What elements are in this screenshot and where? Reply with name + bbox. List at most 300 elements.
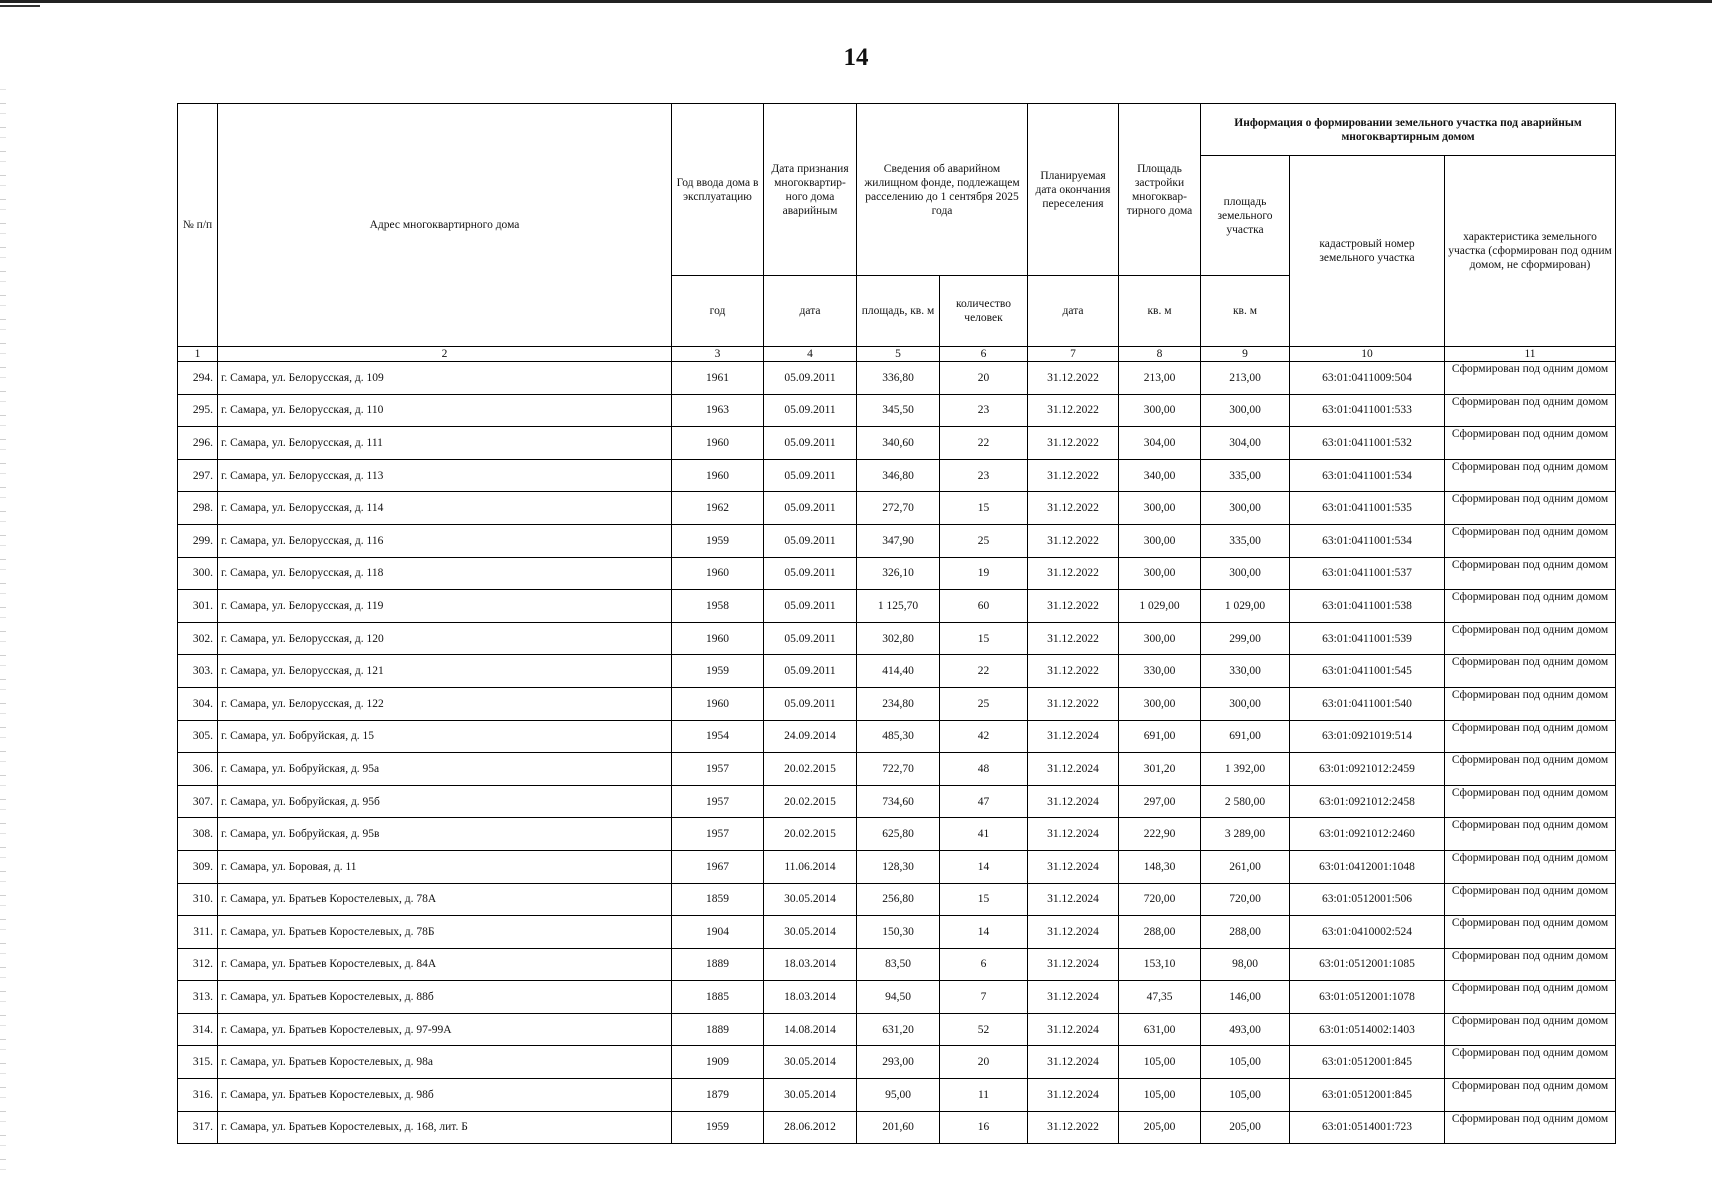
row-people: 20 [940,1046,1028,1079]
row-land-area: 261,00 [1201,850,1290,883]
row-date-recognized: 30.05.2014 [764,916,857,949]
row-year: 1957 [672,785,764,818]
row-year: 1962 [672,492,764,525]
table-row [178,655,1616,688]
row-date-recognized: 05.09.2011 [764,459,857,492]
row-area: 347,90 [857,524,940,557]
row-year: 1859 [672,883,764,916]
row-land-area: 98,00 [1201,948,1290,981]
row-area: 625,80 [857,818,940,851]
row-land-characteristic: Сформирован под одним домом [1445,687,1616,720]
row-cadastral-number: 63:01:0512001:1085 [1290,948,1445,981]
row-address: г. Самара, ул. Братьев Коростелевых, д. 78А [218,883,672,916]
row-area: 128,30 [857,850,940,883]
row-land-area: 300,00 [1201,687,1290,720]
row-land-area: 1 392,00 [1201,753,1290,786]
row-planned-date: 31.12.2022 [1028,590,1119,623]
row-build-area: 300,00 [1119,557,1201,590]
row-date-recognized: 18.03.2014 [764,981,857,1014]
row-year: 1889 [672,948,764,981]
row-number: 311. [178,916,218,949]
row-address: г. Самара, ул. Бобруйская, д. 95а [218,753,672,786]
row-people: 15 [940,622,1028,655]
row-year: 1959 [672,524,764,557]
table-body [178,362,1616,1144]
table-row [178,687,1616,720]
row-land-area: 2 580,00 [1201,785,1290,818]
row-cadastral-number: 63:01:0921012:2460 [1290,818,1445,851]
row-area: 95,00 [857,1079,940,1112]
unit-date: дата [764,276,857,347]
row-planned-date: 31.12.2022 [1028,524,1119,557]
column-index: 9 [1201,347,1290,362]
row-number: 313. [178,981,218,1014]
row-land-characteristic: Сформирован под одним домом [1445,655,1616,688]
row-land-characteristic: Сформирован под одним домом [1445,524,1616,557]
row-planned-date: 31.12.2024 [1028,948,1119,981]
row-date-recognized: 24.09.2014 [764,720,857,753]
row-land-characteristic: Сформирован под одним домом [1445,883,1616,916]
row-people: 14 [940,850,1028,883]
row-build-area: 301,20 [1119,753,1201,786]
row-land-characteristic: Сформирован под одним домом [1445,916,1616,949]
row-address: г. Самара, ул. Братьев Коростелевых, д. 168, лит. Б [218,1111,672,1144]
row-address: г. Самара, ул. Братьев Коростелевых, д. 78Б [218,916,672,949]
table-row [178,1079,1616,1112]
row-land-area: 720,00 [1201,883,1290,916]
row-year: 1959 [672,655,764,688]
table-row [178,492,1616,525]
row-date-recognized: 05.09.2011 [764,524,857,557]
row-cadastral-number: 63:01:0921012:2458 [1290,785,1445,818]
row-year: 1957 [672,753,764,786]
table-header [178,104,1616,362]
row-address: г. Самара, ул. Братьев Коростелевых, д. 88б [218,981,672,1014]
row-build-area: 213,00 [1119,362,1201,395]
row-number: 315. [178,1046,218,1079]
row-planned-date: 31.12.2024 [1028,850,1119,883]
row-cadastral-number: 63:01:0512001:506 [1290,883,1445,916]
header-build-area: Площадь застройки многоквар-тирного дома [1119,104,1201,276]
row-year: 1960 [672,557,764,590]
row-land-area: 205,00 [1201,1111,1290,1144]
header-address: Адрес многоквартирного дома [218,104,672,347]
row-planned-date: 31.12.2022 [1028,1111,1119,1144]
row-people: 25 [940,687,1028,720]
row-cadastral-number: 63:01:0411009:504 [1290,362,1445,395]
table-row [178,1013,1616,1046]
row-land-characteristic: Сформирован под одним домом [1445,1046,1616,1079]
header-land-area: площадь земельного участка [1201,156,1290,276]
row-planned-date: 31.12.2022 [1028,622,1119,655]
row-address: г. Самара, ул. Белорусская, д. 116 [218,524,672,557]
table-row [178,459,1616,492]
row-planned-date: 31.12.2022 [1028,427,1119,460]
table-row [178,753,1616,786]
row-cadastral-number: 63:01:0411001:538 [1290,590,1445,623]
row-date-recognized: 05.09.2011 [764,590,857,623]
row-build-area: 105,00 [1119,1079,1201,1112]
row-land-characteristic: Сформирован под одним домом [1445,492,1616,525]
row-people: 48 [940,753,1028,786]
row-people: 22 [940,427,1028,460]
row-cadastral-number: 63:01:0921019:514 [1290,720,1445,753]
row-number: 303. [178,655,218,688]
table-row [178,622,1616,655]
row-cadastral-number: 63:01:0410002:524 [1290,916,1445,949]
row-number: 304. [178,687,218,720]
row-planned-date: 31.12.2022 [1028,492,1119,525]
row-people: 14 [940,916,1028,949]
row-area: 150,30 [857,916,940,949]
column-index: 3 [672,347,764,362]
column-index: 6 [940,347,1028,362]
row-area: 83,50 [857,948,940,981]
row-address: г. Самара, ул. Бобруйская, д. 95в [218,818,672,851]
row-number: 295. [178,394,218,427]
row-number: 298. [178,492,218,525]
row-number: 307. [178,785,218,818]
row-date-recognized: 30.05.2014 [764,1046,857,1079]
row-people: 16 [940,1111,1028,1144]
row-build-area: 300,00 [1119,524,1201,557]
header-fund: Сведения об аварийном жилищном фонде, подлежащем расселению до 1 сентября 2025 года [857,104,1028,276]
row-land-area: 146,00 [1201,981,1290,1014]
row-year: 1958 [672,590,764,623]
row-address: г. Самара, ул. Белорусская, д. 118 [218,557,672,590]
row-build-area: 300,00 [1119,492,1201,525]
row-people: 11 [940,1079,1028,1112]
row-people: 23 [940,394,1028,427]
row-address: г. Самара, ул. Братьев Коростелевых, д. 98б [218,1079,672,1112]
row-land-area: 493,00 [1201,1013,1290,1046]
row-land-area: 335,00 [1201,524,1290,557]
row-address: г. Самара, ул. Белорусская, д. 109 [218,362,672,395]
row-build-area: 222,90 [1119,818,1201,851]
row-cadastral-number: 63:01:0411001:533 [1290,394,1445,427]
row-people: 23 [940,459,1028,492]
row-date-recognized: 05.09.2011 [764,655,857,688]
row-number: 302. [178,622,218,655]
row-land-area: 300,00 [1201,394,1290,427]
row-area: 234,80 [857,687,940,720]
row-address: г. Самара, ул. Братьев Коростелевых, д. 98а [218,1046,672,1079]
row-cadastral-number: 63:01:0411001:537 [1290,557,1445,590]
row-people: 7 [940,981,1028,1014]
row-planned-date: 31.12.2022 [1028,557,1119,590]
table-row [178,427,1616,460]
row-address: г. Самара, ул. Белорусская, д. 111 [218,427,672,460]
table-row [178,524,1616,557]
row-address: г. Самара, ул. Бобруйская, д. 95б [218,785,672,818]
row-year: 1959 [672,1111,764,1144]
column-index: 1 [178,347,218,362]
row-cadastral-number: 63:01:0512001:845 [1290,1046,1445,1079]
row-planned-date: 31.12.2024 [1028,720,1119,753]
row-planned-date: 31.12.2024 [1028,1013,1119,1046]
row-date-recognized: 11.06.2014 [764,850,857,883]
unit-year: год [672,276,764,347]
row-build-area: 631,00 [1119,1013,1201,1046]
table-row [178,850,1616,883]
row-area: 1 125,70 [857,590,940,623]
row-year: 1909 [672,1046,764,1079]
row-people: 41 [940,818,1028,851]
row-address: г. Самара, ул. Боровая, д. 11 [218,850,672,883]
row-people: 22 [940,655,1028,688]
row-date-recognized: 20.02.2015 [764,753,857,786]
row-number: 308. [178,818,218,851]
row-land-characteristic: Сформирован под одним домом [1445,459,1616,492]
page-number: 14 [843,44,869,71]
row-land-characteristic: Сформирован под одним домом [1445,557,1616,590]
row-year: 1889 [672,1013,764,1046]
column-index: 8 [1119,347,1201,362]
row-area: 631,20 [857,1013,940,1046]
row-build-area: 297,00 [1119,785,1201,818]
row-planned-date: 31.12.2022 [1028,687,1119,720]
row-cadastral-number: 63:01:0512001:845 [1290,1079,1445,1112]
row-year: 1885 [672,981,764,1014]
row-planned-date: 31.12.2024 [1028,916,1119,949]
table-row [178,818,1616,851]
row-planned-date: 31.12.2022 [1028,655,1119,688]
row-number: 306. [178,753,218,786]
row-people: 42 [940,720,1028,753]
scan-top-mark [0,5,40,7]
row-year: 1967 [672,850,764,883]
row-people: 19 [940,557,1028,590]
row-build-area: 1 029,00 [1119,590,1201,623]
row-address: г. Самара, ул. Белорусская, д. 119 [218,590,672,623]
row-date-recognized: 18.03.2014 [764,948,857,981]
row-planned-date: 31.12.2022 [1028,394,1119,427]
table-row [178,1046,1616,1079]
row-people: 15 [940,883,1028,916]
row-land-characteristic: Сформирован под одним домом [1445,981,1616,1014]
row-date-recognized: 05.09.2011 [764,622,857,655]
row-land-area: 1 029,00 [1201,590,1290,623]
row-area: 414,40 [857,655,940,688]
row-land-area: 3 289,00 [1201,818,1290,851]
row-land-characteristic: Сформирован под одним домом [1445,394,1616,427]
row-number: 314. [178,1013,218,1046]
row-land-characteristic: Сформирован под одним домом [1445,948,1616,981]
row-land-characteristic: Сформирован под одним домом [1445,590,1616,623]
table-row [178,590,1616,623]
row-people: 20 [940,362,1028,395]
row-land-characteristic: Сформирован под одним домом [1445,427,1616,460]
row-people: 52 [940,1013,1028,1046]
row-year: 1904 [672,916,764,949]
header-num: № п/п [178,104,218,347]
row-year: 1960 [672,459,764,492]
row-number: 316. [178,1079,218,1112]
row-cadastral-number: 63:01:0512001:1078 [1290,981,1445,1014]
row-area: 346,80 [857,459,940,492]
table-row [178,883,1616,916]
table-row [178,1111,1616,1144]
header-cadastral: кадастровый номер земельного участка [1290,156,1445,347]
column-index: 7 [1028,347,1119,362]
table-row [178,948,1616,981]
row-year: 1960 [672,687,764,720]
row-area: 340,60 [857,427,940,460]
row-number: 296. [178,427,218,460]
row-land-characteristic: Сформирован под одним домом [1445,818,1616,851]
row-build-area: 340,00 [1119,459,1201,492]
row-people: 47 [940,785,1028,818]
row-planned-date: 31.12.2024 [1028,753,1119,786]
row-build-area: 720,00 [1119,883,1201,916]
row-date-recognized: 05.09.2011 [764,427,857,460]
row-build-area: 330,00 [1119,655,1201,688]
unit-build-area: кв. м [1119,276,1201,347]
row-people: 60 [940,590,1028,623]
row-build-area: 288,00 [1119,916,1201,949]
row-people: 15 [940,492,1028,525]
row-land-area: 304,00 [1201,427,1290,460]
row-area: 302,80 [857,622,940,655]
table-row [178,785,1616,818]
table-row [178,557,1616,590]
row-land-area: 300,00 [1201,557,1290,590]
row-people: 25 [940,524,1028,557]
row-land-area: 105,00 [1201,1079,1290,1112]
row-address: г. Самара, ул. Белорусская, д. 120 [218,622,672,655]
unit-land-area: кв. м [1201,276,1290,347]
row-number: 317. [178,1111,218,1144]
row-date-recognized: 05.09.2011 [764,687,857,720]
row-build-area: 205,00 [1119,1111,1201,1144]
row-land-area: 335,00 [1201,459,1290,492]
row-build-area: 300,00 [1119,394,1201,427]
row-planned-date: 31.12.2024 [1028,818,1119,851]
row-date-recognized: 28.06.2012 [764,1111,857,1144]
row-area: 293,00 [857,1046,940,1079]
row-planned-date: 31.12.2024 [1028,785,1119,818]
row-number: 309. [178,850,218,883]
column-index: 4 [764,347,857,362]
row-date-recognized: 05.09.2011 [764,557,857,590]
row-area: 326,10 [857,557,940,590]
row-year: 1961 [672,362,764,395]
row-date-recognized: 05.09.2011 [764,492,857,525]
row-cadastral-number: 63:01:0411001:540 [1290,687,1445,720]
table-row [178,362,1616,395]
row-date-recognized: 20.02.2015 [764,818,857,851]
row-land-characteristic: Сформирован под одним домом [1445,850,1616,883]
row-build-area: 691,00 [1119,720,1201,753]
column-index-row [178,347,1616,362]
row-number: 301. [178,590,218,623]
row-land-characteristic: Сформирован под одним домом [1445,753,1616,786]
row-cadastral-number: 63:01:0411001:534 [1290,524,1445,557]
row-cadastral-number: 63:01:0411001:545 [1290,655,1445,688]
row-land-characteristic: Сформирован под одним домом [1445,785,1616,818]
row-cadastral-number: 63:01:0412001:1048 [1290,850,1445,883]
row-area: 94,50 [857,981,940,1014]
table-row [178,394,1616,427]
row-date-recognized: 30.05.2014 [764,1079,857,1112]
unit-plan-date: дата [1028,276,1119,347]
row-year: 1963 [672,394,764,427]
row-build-area: 304,00 [1119,427,1201,460]
row-date-recognized: 14.08.2014 [764,1013,857,1046]
row-number: 305. [178,720,218,753]
row-land-characteristic: Сформирован под одним домом [1445,1079,1616,1112]
row-build-area: 300,00 [1119,687,1201,720]
row-area: 345,50 [857,394,940,427]
column-index: 5 [857,347,940,362]
row-area: 485,30 [857,720,940,753]
row-cadastral-number: 63:01:0411001:539 [1290,622,1445,655]
row-cadastral-number: 63:01:0921012:2459 [1290,753,1445,786]
row-date-recognized: 30.05.2014 [764,883,857,916]
header-land-info: Информация о формировании земельного участка под аварийным многоквартирным домом [1201,104,1616,156]
row-cadastral-number: 63:01:0514002:1403 [1290,1013,1445,1046]
row-address: г. Самара, ул. Братьев Коростелевых, д. 84А [218,948,672,981]
row-land-characteristic: Сформирован под одним домом [1445,362,1616,395]
row-number: 312. [178,948,218,981]
column-index: 10 [1290,347,1445,362]
row-address: г. Самара, ул. Белорусская, д. 110 [218,394,672,427]
row-cadastral-number: 63:01:0514001:723 [1290,1111,1445,1144]
column-index: 2 [218,347,672,362]
row-number: 297. [178,459,218,492]
column-index: 11 [1445,347,1616,362]
row-land-characteristic: Сформирован под одним домом [1445,1013,1616,1046]
row-date-recognized: 20.02.2015 [764,785,857,818]
row-land-characteristic: Сформирован под одним домом [1445,1111,1616,1144]
row-land-area: 299,00 [1201,622,1290,655]
row-area: 201,60 [857,1111,940,1144]
row-build-area: 148,30 [1119,850,1201,883]
row-area: 336,80 [857,362,940,395]
row-cadastral-number: 63:01:0411001:535 [1290,492,1445,525]
row-year: 1960 [672,427,764,460]
row-build-area: 105,00 [1119,1046,1201,1079]
row-area: 734,60 [857,785,940,818]
row-area: 272,70 [857,492,940,525]
row-land-area: 300,00 [1201,492,1290,525]
row-land-area: 213,00 [1201,362,1290,395]
row-number: 299. [178,524,218,557]
row-planned-date: 31.12.2022 [1028,362,1119,395]
row-address: г. Самара, ул. Братьев Коростелевых, д. 97-99А [218,1013,672,1046]
row-date-recognized: 05.09.2011 [764,394,857,427]
row-land-area: 691,00 [1201,720,1290,753]
row-year: 1957 [672,818,764,851]
scan-top-border [0,0,1712,3]
row-number: 300. [178,557,218,590]
row-land-characteristic: Сформирован под одним домом [1445,622,1616,655]
housing-register-table [177,103,1616,1144]
row-build-area: 300,00 [1119,622,1201,655]
row-people: 6 [940,948,1028,981]
row-land-characteristic: Сформирован под одним домом [1445,720,1616,753]
row-build-area: 153,10 [1119,948,1201,981]
row-planned-date: 31.12.2024 [1028,1046,1119,1079]
row-address: г. Самара, ул. Белорусская, д. 121 [218,655,672,688]
row-number: 310. [178,883,218,916]
table-row [178,916,1616,949]
scan-left-edge [0,80,6,1180]
row-cadastral-number: 63:01:0411001:532 [1290,427,1445,460]
header-year: Год ввода дома в эксплуатацию [672,104,764,276]
row-year: 1879 [672,1079,764,1112]
table-row [178,720,1616,753]
